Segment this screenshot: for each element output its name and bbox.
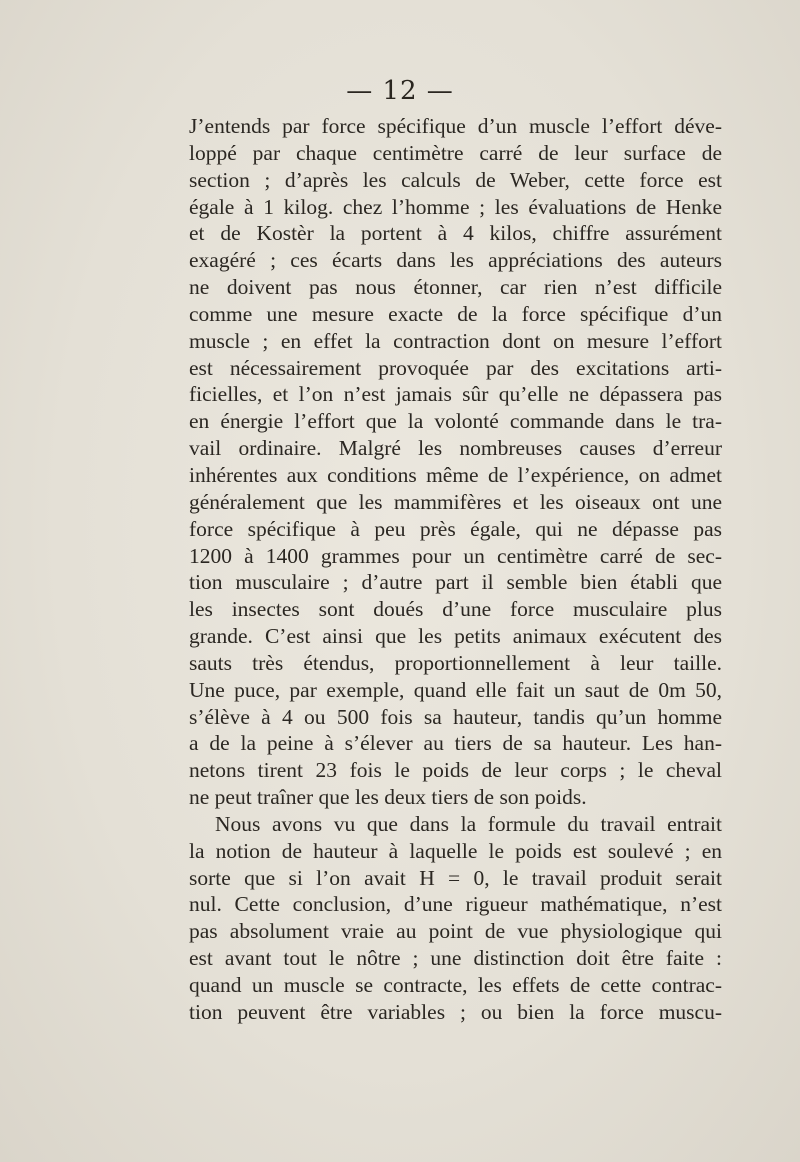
- text-line: loppé par chaque centimètre carré de leur surface de: [189, 140, 722, 165]
- text-line: les insectes sont doués d’une force musculaire plus: [189, 597, 722, 622]
- text-line: muscle ; en effet la contraction dont on mesure l’effort: [189, 328, 722, 353]
- text-line: Une puce, par exemple, quand elle fait un saut de 0m 50,: [189, 677, 722, 702]
- text-line: tion peuvent être variables ; ou bien la force muscu-: [189, 999, 722, 1024]
- text-line: nul. Cette conclusion, d’une rigueur mathématique, n’est: [189, 892, 722, 917]
- body-text: [189, 113, 722, 1026]
- text-line: égale à 1 kilog. chez l’homme ; les évaluations de Henke: [189, 194, 722, 219]
- text-line: est avant tout le nôtre ; une distinction doit être faite :: [189, 946, 722, 971]
- text-line: s’élève à 4 ou 500 fois sa hauteur, tandis qu’un homme: [189, 704, 722, 729]
- text-line: 1200 à 1400 grammes pour un centimètre carré de sec-: [189, 543, 722, 568]
- text-line: est nécessairement provoquée par des excitations arti-: [189, 355, 722, 380]
- text-line: et de Kostèr la portent à 4 kilos, chiffre assurément: [189, 221, 722, 246]
- text-line: exagéré ; ces écarts dans les appréciations des auteurs: [189, 248, 722, 273]
- text-line: J’entends par force spécifique d’un muscle l’effort déve-: [189, 114, 722, 138]
- paragraph-end-line: ne peut traîner que les deux tiers de son poids.: [189, 785, 587, 810]
- text-line: vail ordinaire. Malgré les nombreuses causes d’erreur: [189, 436, 722, 461]
- text-line: netons tirent 23 fois le poids de leur corps ; le cheval: [189, 758, 722, 783]
- text-line: sauts très étendus, proportionnellement à leur taille.: [189, 650, 722, 675]
- text-line: comme une mesure exacte de la force spécifique d’un: [189, 301, 722, 326]
- text-line: inhérentes aux conditions même de l’expérience, on admet: [189, 462, 722, 487]
- text-line: la notion de hauteur à laquelle le poids est soulevé ; en: [189, 838, 722, 863]
- text-line: force spécifique à peu près égale, qui ne dépasse pas: [189, 516, 722, 541]
- text-line: quand un muscle se contracte, les effets de cette contrac-: [189, 973, 722, 997]
- text-line: pas absolument vraie au point de vue physiologique qui: [189, 919, 722, 944]
- text-line: grande. C’est ainsi que les petits animaux exécutent des: [189, 624, 722, 649]
- text-line: généralement que les mammifères et les oiseaux ont une: [189, 489, 722, 514]
- paragraph-start-line: Nous avons vu que dans la formule du travail entrait: [215, 811, 722, 836]
- text-line: a de la peine à s’élever au tiers de sa hauteur. Les han-: [189, 731, 722, 756]
- text-line: section ; d’après les calculs de Weber, cette force est: [189, 167, 722, 192]
- text-line: ne doivent pas nous étonner, car rien n’est difficile: [189, 275, 722, 300]
- text-line: ficielles, et l’on n’est jamais sûr qu’elle ne dépassera pas: [189, 382, 722, 407]
- text-line: en énergie l’effort que la volonté commande dans le tra-: [189, 409, 722, 434]
- page-number: — 12 —: [346, 76, 454, 106]
- text-line: tion musculaire ; d’autre part il semble bien établi que: [189, 570, 722, 595]
- text-line: sorte que si l’on avait H = 0, le travail produit serait: [189, 865, 722, 890]
